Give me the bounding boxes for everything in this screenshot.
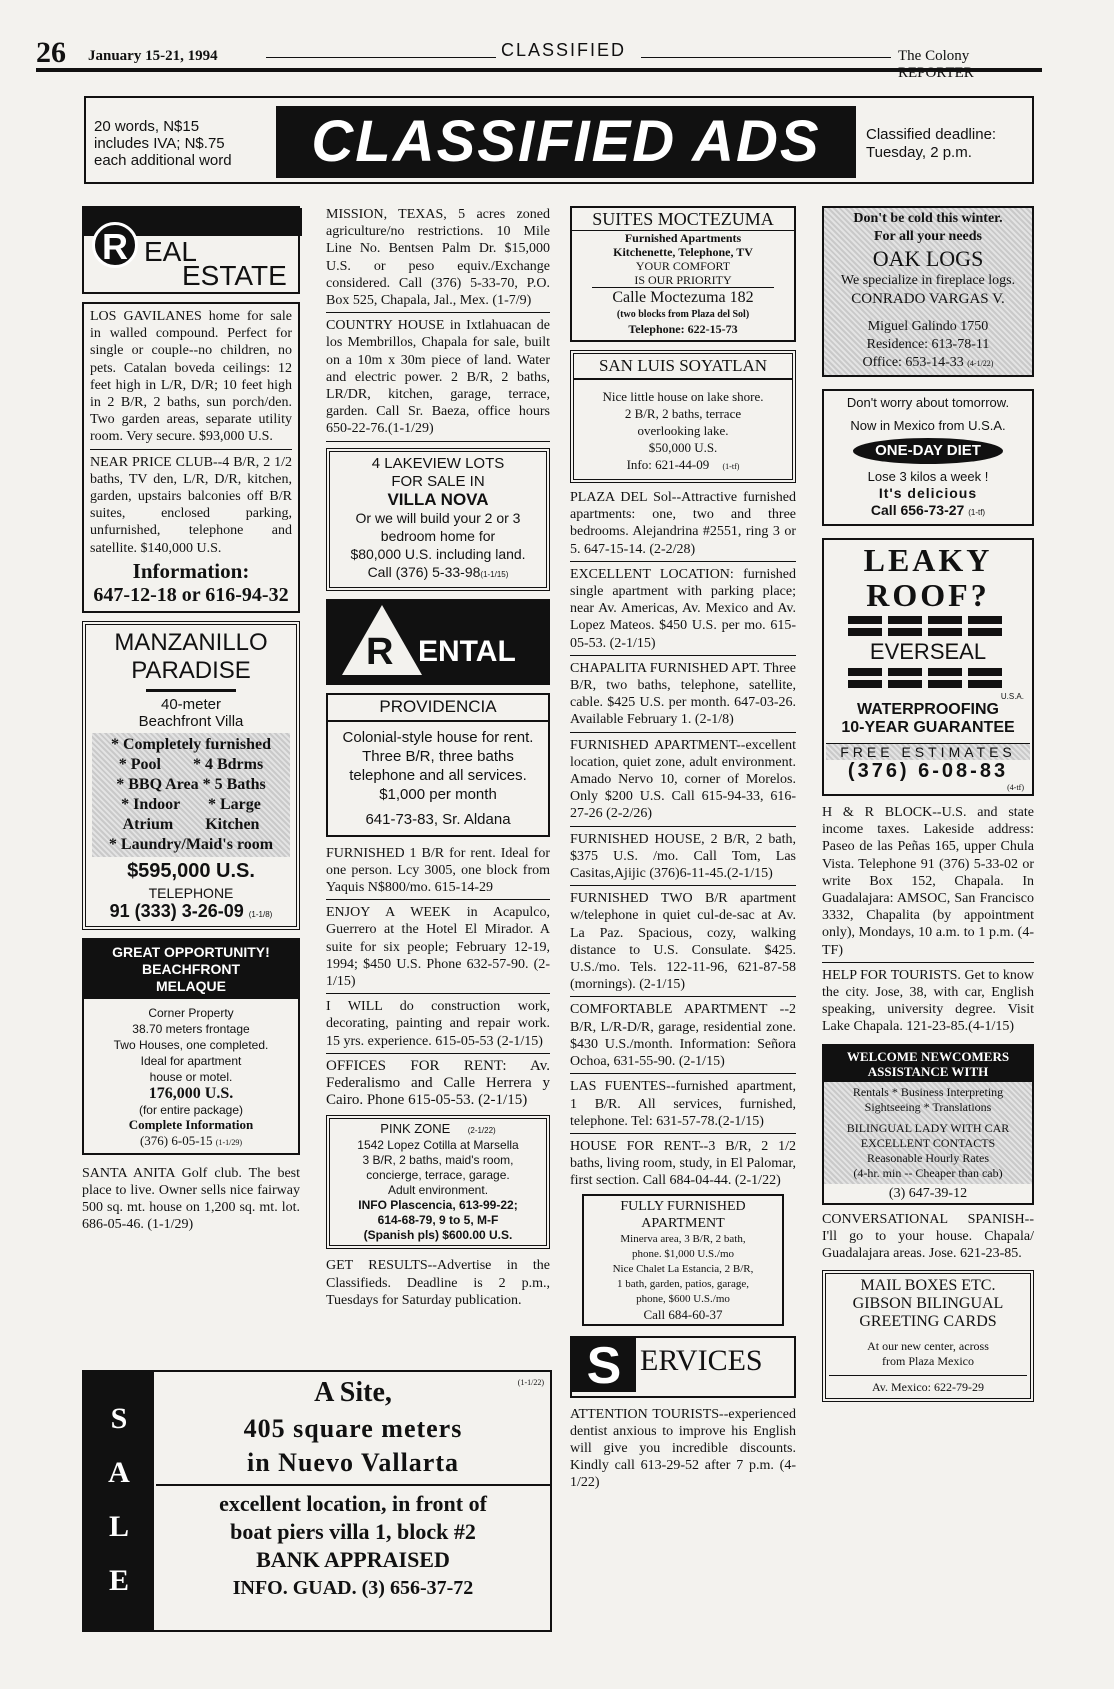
melaque-ad bbox=[82, 938, 300, 1155]
oak-logs-office: Office: 653-14-33 (4-1/22) bbox=[862, 355, 994, 370]
ad-near-price-club: NEAR PRICE CLUB--4 B/R, 2 1/2 baths, TV den, L/R, D/R, kitchen, garden, upstairs balconies off B/R suites, enclosed parking, unfurnished, telephone and satellite. $140,000 U.S. bbox=[90, 454, 292, 556]
fully-furnished-l6: 1 bath, garden, patios, garage, bbox=[617, 1277, 749, 1290]
column-3 bbox=[570, 206, 796, 1492]
soyatlan-l3: overlooking lake. bbox=[637, 423, 729, 438]
welcome-phone: (3) 647-39-12 bbox=[888, 1185, 968, 1201]
ad-conversational-spanish: CONVERSATIONAL SPANISH-- I'll go to your house. Chapala/ Guadalajara areas. Jose. 621-23-85. bbox=[822, 1211, 1034, 1262]
column-2 bbox=[326, 206, 550, 1309]
ad-help-tourists: HELP FOR TOURISTS. Get to know the city. Jose, 38, with car, English speaking, university degree. Visit Lake Chapala. 121-23-85.(4-1/15) bbox=[822, 967, 1034, 1035]
services-cap: S bbox=[572, 1338, 636, 1392]
mailboxes-l4: At our new center, across bbox=[867, 1339, 989, 1354]
rental-cap: R bbox=[366, 630, 394, 673]
leaky-brick-row-4 bbox=[848, 680, 1008, 688]
suites-l7: Telephone: 622-15-73 bbox=[628, 322, 738, 336]
sale-code: (1-1/22) bbox=[517, 1378, 544, 1387]
mailboxes-l2: GIBSON BILINGUAL bbox=[852, 1295, 1004, 1313]
ad-comfortable: COMFORTABLE APARTMENT --2 B/R, L/R-D/R, garage, residential zone. $430 U.S./month. Information: Señora Ochoa, 631-55-90. (2-1/15) bbox=[570, 1001, 796, 1074]
mailboxes-l5: from Plaza Mexico bbox=[882, 1354, 974, 1369]
sale-l1: A Site, bbox=[314, 1377, 392, 1408]
oak-logs-l4: We specialize in fireplace logs. bbox=[840, 273, 1016, 288]
manzanillo-title1: MANZANILLO bbox=[114, 628, 268, 656]
section-title: CLASSIFIED bbox=[501, 40, 627, 60]
soyatlan-l4: $50,000 U.S. bbox=[648, 440, 718, 455]
classified-banner bbox=[84, 96, 1034, 184]
melaque-info: Complete Information bbox=[128, 1116, 254, 1132]
ad-acapulco: ENJOY A WEEK in Acapulco, Guerrero at the Hotel El Mirador. A suite for six people; February 12-19, 1994; $450 U.S. Phone 632-57-90. (2-1/15) bbox=[326, 904, 550, 994]
suites-l1: Furnished Apartments bbox=[624, 231, 742, 245]
leaky-l1: LEAKY bbox=[863, 542, 993, 578]
leaky-l2: ROOF? bbox=[866, 577, 990, 613]
info-phone: 647-12-18 or 616-94-32 bbox=[93, 583, 289, 606]
villa-nova-ad bbox=[326, 448, 550, 591]
leaky-brick-row-2 bbox=[848, 628, 1008, 636]
providencia-l2: Three B/R, three baths bbox=[362, 747, 514, 765]
ad-los-gavilanes: LOS GAVILANES home for sale in walled compound. Perfect for single or couple--no children, no pets. Catalan boveda ceilings: 12 feet high in L/R, D/R; 10 feet high in 2 B/R, 2 baths, sun porch/den. Two garden areas, separate utility room. Very secure. $93,000 U.S. bbox=[90, 308, 292, 450]
pink-zone-info3: (Spanish pls) $600.00 U.S. bbox=[363, 1228, 513, 1243]
ad-furnished-apartment: FURNISHED APARTMENT--excellent location, quiet zone, adult environment. Amado Nervo 10, corner of Morelos. Only $200 U.S. Call 615-94-33, 616-27-26 (2-2/26) bbox=[570, 737, 796, 827]
real-estate-line2: ESTATE bbox=[182, 260, 287, 291]
deadline-text: Classified deadline: Tuesday, 2 p.m. bbox=[866, 126, 997, 161]
publication-name: The Colony REPORTER bbox=[898, 48, 974, 81]
leaky-l3: WATERPROOFING bbox=[857, 701, 999, 718]
melaque-phone: (376) 6-05-15 (1-1/29) bbox=[139, 1132, 243, 1148]
ad-excellent-location: EXCELLENT LOCATION: furnished single apartment with parking place; near Av. Americas, Av. Mexico and Av. Lopez Mateos. $450 U.S. per mo. 615-05-53. (2-1/15) bbox=[570, 566, 796, 656]
services-rest: ERVICES bbox=[640, 1343, 763, 1377]
villa-nova-l6: $80,000 U.S. including land. bbox=[350, 545, 526, 562]
suites-l3: YOUR COMFORT bbox=[635, 259, 731, 273]
pink-zone-ad bbox=[326, 1115, 550, 1249]
diet-l3: Lose 3 kilos a week ! bbox=[867, 469, 989, 484]
melaque-note: (for entire package) bbox=[138, 1102, 244, 1117]
ad-furnished-1br: FURNISHED 1 B/R for rent. Ideal for one person. Lcy 3005, one block from Yaquis N$800/mo. 615-14-29 bbox=[326, 845, 550, 901]
mailboxes-l1: MAIL BOXES ETC. bbox=[860, 1277, 996, 1295]
sale-l2: 405 square meters bbox=[243, 1414, 463, 1443]
oak-logs-l7: Residence: 613-78-11 bbox=[866, 337, 990, 352]
sale-content bbox=[156, 1372, 550, 1602]
leaky-brick-row-3 bbox=[848, 668, 1008, 676]
diet-badge: ONE-DAY DIET bbox=[853, 438, 1003, 464]
ad-las-fuentes: LAS FUENTES--furnished apartment, 1 B/R. All services, furnished, telephone. Tel: 631-57-78.(2-1/15) bbox=[570, 1078, 796, 1134]
melaque-details: Corner Property 38.70 meters frontage Two Houses, one completed. Ideal for apartment house or motel. bbox=[113, 1005, 269, 1084]
pink-zone-info2: 614-68-79, 9 to 5, M-F bbox=[377, 1213, 499, 1228]
oak-logs-l1: Don't be cold this winter. bbox=[853, 211, 1003, 226]
suites-l4: IS OUR PRIORITY bbox=[592, 273, 774, 288]
pink-zone-l1: 1542 Lopez Cotilla at Marsella bbox=[357, 1138, 519, 1153]
suites-l6: (two blocks from Plaza del Sol) bbox=[616, 309, 750, 320]
oak-logs-l6: Miguel Galindo 1750 bbox=[867, 319, 989, 334]
real-estate-cap: R bbox=[92, 222, 138, 268]
rates-text: 20 words, N$15 includes IVA; N$.75 each additional word bbox=[94, 118, 232, 169]
suites-title: SUITES MOCTEZUMA bbox=[572, 208, 794, 231]
fully-furnished-l8: Call 684-60-37 bbox=[643, 1306, 723, 1322]
fully-furnished-l7: phone, $600 U.S./mo bbox=[636, 1292, 730, 1305]
rental-heading bbox=[326, 599, 550, 685]
soyatlan-l1: Nice little house on lake shore. bbox=[602, 389, 764, 404]
suites-l5: Calle Moctezuma 182 bbox=[612, 289, 754, 306]
welcome-heading: WELCOME NEWCOMERS ASSISTANCE WITH bbox=[824, 1046, 1032, 1082]
sale-sidebar: S A L E bbox=[84, 1372, 154, 1630]
ad-santa-anita: SANTA ANITA Golf club. The best place to live. Owner sells nice fairway 500 sq. mt. house on 1,200 sq. mt. lot. 686-05-46. (1-1/29) bbox=[82, 1165, 300, 1233]
manzanillo-divider bbox=[146, 689, 236, 692]
providencia-l1: Colonial-style house for rent. bbox=[342, 728, 534, 746]
mailboxes-l6: Av. Mexico: 622-79-29 bbox=[829, 1375, 1027, 1395]
ad-furnished-house: FURNISHED HOUSE, 2 B/R, 2 bath, $375 U.S. /mo. Call Tom, Las Casitas,Ajijic (376)6-11-45.(2-1/15) bbox=[570, 831, 796, 887]
ad-chapalita: CHAPALITA FURNISHED APT. Three B/R, two baths, telephone, satellite, cable. $425 U.S. per month. 647-03-26. Available February 1. (2-1/8) bbox=[570, 660, 796, 733]
leaky-l5: FREE ESTIMATES bbox=[826, 743, 1030, 760]
manzanillo-tel: 91 (333) 3-26-09 (1-1/8) bbox=[109, 900, 273, 921]
issue-date: January 15-21, 1994 bbox=[88, 48, 218, 64]
banner-title: CLASSIFIED ADS bbox=[276, 106, 856, 178]
manzanillo-sub2: Beachfront Villa bbox=[138, 712, 244, 730]
diet-l4: It's delicious bbox=[878, 485, 978, 501]
real-estate-line1: EAL bbox=[144, 236, 197, 267]
header-rule-right bbox=[641, 57, 891, 58]
ad-mission-texas: MISSION, TEXAS, 5 acres zoned agriculture/no restrictions. 10 Mile Line No. Bentsen Palm Dr. $15,000 U.S. or peso equiv./Exchange considered. Call (376) 5-33-70, P.O. Box 525, Chapala, Jal., Mex. (1-7/9) bbox=[326, 206, 550, 313]
ad-get-results: GET RESULTS--Advertise in the Classifieds. Deadline is 2 p.m., Tuesdays for Saturday publication. bbox=[326, 1258, 550, 1308]
villa-nova-l2: FOR SALE IN bbox=[391, 472, 485, 490]
mail-boxes-ad bbox=[822, 1270, 1034, 1402]
soyatlan-l2: 2 B/R, 2 baths, terrace bbox=[624, 406, 742, 421]
diet-l2: Now in Mexico from U.S.A. bbox=[850, 418, 1006, 433]
real-estate-heading bbox=[82, 206, 300, 294]
column-1 bbox=[82, 206, 300, 1234]
header-rule-left bbox=[266, 57, 496, 58]
fully-furnished-l5: Nice Chalet La Estancia, 2 B/R, bbox=[612, 1262, 754, 1275]
rental-rest: ENTAL bbox=[418, 634, 516, 668]
leaky-brand: EVERSEAL bbox=[869, 639, 987, 664]
villa-nova-l3: VILLA NOVA bbox=[387, 489, 489, 509]
leaky-code: (4-tf) bbox=[1007, 783, 1024, 792]
manzanillo-ad bbox=[82, 621, 300, 930]
info-label: Information: bbox=[132, 558, 250, 583]
welcome-newcomers-ad bbox=[822, 1044, 1034, 1205]
diet-l1: Don't worry about tomorrow. bbox=[846, 395, 1010, 410]
melaque-price: 176,000 U.S. bbox=[148, 1084, 234, 1102]
ad-furnished-two: FURNISHED TWO B/R apartment w/telephone in quiet cul-de-sac at Av. La Paz. Spacious, cozy, walking distance to U.S. Consulate. $425. U.S./mo. Tels. 122-11-96, 621-87-58 (mornings). (2-1/15) bbox=[570, 890, 796, 997]
manzanillo-price: $595,000 U.S. bbox=[127, 859, 255, 882]
suites-l2: Kitchenette, Telephone, TV bbox=[613, 245, 753, 259]
villa-nova-call: Call (376) 5-33-98(1-1/15) bbox=[367, 563, 509, 580]
melaque-heading: GREAT OPPORTUNITY! BEACHFRONT MELAQUE bbox=[84, 940, 298, 999]
real-estate-listings bbox=[82, 302, 300, 613]
manzanillo-sub1: 40-meter bbox=[160, 695, 222, 713]
services-heading bbox=[570, 1336, 796, 1398]
providencia-l4: $1,000 per month bbox=[379, 785, 497, 803]
page-header bbox=[36, 36, 1042, 81]
diet-ad bbox=[822, 389, 1034, 526]
oak-logs-ad bbox=[822, 206, 1034, 377]
ad-house-for-rent: HOUSE FOR RENT--3 B/R, 2 1/2 baths, living room, study, in El Palomar, first section. Call 684-04-44. (2-1/22) bbox=[570, 1138, 796, 1189]
ad-hr-block: H & R BLOCK--U.S. and state income taxes. Lakeside address: Paseo de las Peñas 165, upper Chula Vista. Telephone 91 (376) 5-33-02 or write Box 152, Chapala. In Guadalajara: AMSOC, San Francisco 3332, Chapalita (by appointment only), Mondays, 10 a.m. to 1 p.m. (4-TF) bbox=[822, 804, 1034, 963]
manzanillo-tel-label: TELEPHONE bbox=[148, 884, 234, 901]
oak-logs-l3: OAK LOGS bbox=[872, 246, 984, 271]
ad-offices: OFFICES FOR RENT: Av. Federalismo and Calle Herrera y Cairo. Phone 615-05-53. (2-1/15) bbox=[326, 1057, 550, 1109]
villa-nova-l4: Or we will build your 2 or 3 bbox=[355, 509, 521, 526]
pink-zone-title: PINK ZONE (2-1/22) bbox=[380, 1121, 496, 1137]
soyatlan-title: SAN LUIS SOYATLAN bbox=[574, 354, 792, 380]
providencia-title: PROVIDENCIA bbox=[328, 695, 548, 722]
page-number: 26 bbox=[36, 36, 66, 69]
diet-call: Call 656-73-27 (1-tf) bbox=[870, 502, 986, 518]
leaky-roof-ad bbox=[822, 538, 1034, 796]
ad-construction: I WILL do construction work, decorating, painting and repair work. 15 yrs. experience. 615-05-53 (2-1/15) bbox=[326, 998, 550, 1054]
leaky-l6: (376) 6-08-83 bbox=[847, 760, 1009, 782]
pink-zone-info1: INFO Plascencia, 613-99-22; bbox=[358, 1198, 518, 1213]
fully-furnished-l1: FULLY FURNISHED bbox=[620, 1198, 746, 1214]
mailboxes-l3: GREETING CARDS bbox=[859, 1313, 997, 1331]
soyatlan-ad bbox=[570, 350, 796, 483]
ad-dentist: ATTENTION TOURISTS--experienced dentist anxious to improve his English will give you incredible discounts. Kindly call 613-29-52 after 7 p.m. (4-1/22) bbox=[570, 1406, 796, 1491]
manzanillo-features: * Completely furnished * Pool * 4 Bdrms * BBQ Area * 5 Baths * Indoor * Large Atrium Kitchen * Laundry/Maid's room bbox=[92, 733, 290, 857]
manzanillo-title2: PARADISE bbox=[131, 656, 251, 684]
fully-furnished-l4: phone. $1,000 U.S./mo bbox=[631, 1247, 735, 1260]
sale-l3: in Nuevo Vallarta bbox=[246, 1448, 460, 1477]
sale-l5: boat piers villa 1, block #2 bbox=[230, 1519, 476, 1544]
oak-logs-l5: CONRADO VARGAS V. bbox=[851, 291, 1005, 307]
villa-nova-l5: bedroom home for bbox=[380, 527, 496, 544]
pink-zone-l3: concierge, terrace, garage. bbox=[366, 1168, 510, 1183]
sale-l6: BANK APPRAISED bbox=[256, 1547, 450, 1572]
welcome-body: Rentals * Business Interpreting Sightseeing * Translations BILINGUAL LADY WITH CAR EXCELLENT CONTACTS Reasonable Hourly Rates (4-hr. min -- Cheaper than cab) bbox=[824, 1082, 1032, 1184]
sale-l7: INFO. GUAD. (3) 656-37-72 bbox=[232, 1577, 474, 1599]
leaky-l4: 10-YEAR GUARANTEE bbox=[841, 719, 1015, 736]
soyatlan-info: Info: 621-44-09 (1-tf) bbox=[626, 457, 740, 472]
ad-country-house: COUNTRY HOUSE in Ixtlahuacan de los Membrillos, Chapala for sale, built on a 10m x 30m piece of land. Water and electric power. 2 B/R, 2 baths, LR/DR, kitchen, garage, terrace, garden. Call Sr. Baeza, office hours 650-22-76.(1-1/29) bbox=[326, 317, 550, 441]
providencia-l3: telephone and all services. bbox=[349, 766, 527, 784]
leaky-usa: U.S.A. bbox=[1000, 692, 1024, 701]
header-thick-rule bbox=[36, 68, 1042, 72]
pink-zone-l4: Adult environment. bbox=[387, 1183, 489, 1198]
providencia-ad bbox=[326, 693, 550, 837]
ad-plaza-del-sol: PLAZA DEL Sol--Attractive furnished apartments: one, two and three bedrooms. Alejandrina #2551, ring 3 or 5. 647-15-14. (2-2/28) bbox=[570, 489, 796, 562]
villa-nova-l1: 4 LAKEVIEW LOTS bbox=[371, 454, 505, 472]
sale-l4: excellent location, in front of bbox=[219, 1491, 487, 1516]
oak-logs-l2: For all your needs bbox=[874, 229, 982, 244]
leaky-brick-row-1 bbox=[848, 616, 1008, 624]
pink-zone-l2: 3 B/R, 2 baths, maid's room, bbox=[362, 1153, 514, 1168]
sale-divider bbox=[156, 1484, 550, 1486]
fully-furnished-l2: APARTMENT bbox=[641, 1215, 725, 1231]
suites-moctezuma-ad bbox=[570, 206, 796, 342]
providencia-l5: 641-73-83, Sr. Aldana bbox=[365, 810, 511, 828]
sale-ad bbox=[82, 1370, 552, 1632]
column-4 bbox=[822, 206, 1034, 1402]
fully-furnished-l3: Minerva area, 3 B/R, 2 bath, bbox=[620, 1232, 746, 1245]
fully-furnished-ad bbox=[582, 1194, 784, 1326]
